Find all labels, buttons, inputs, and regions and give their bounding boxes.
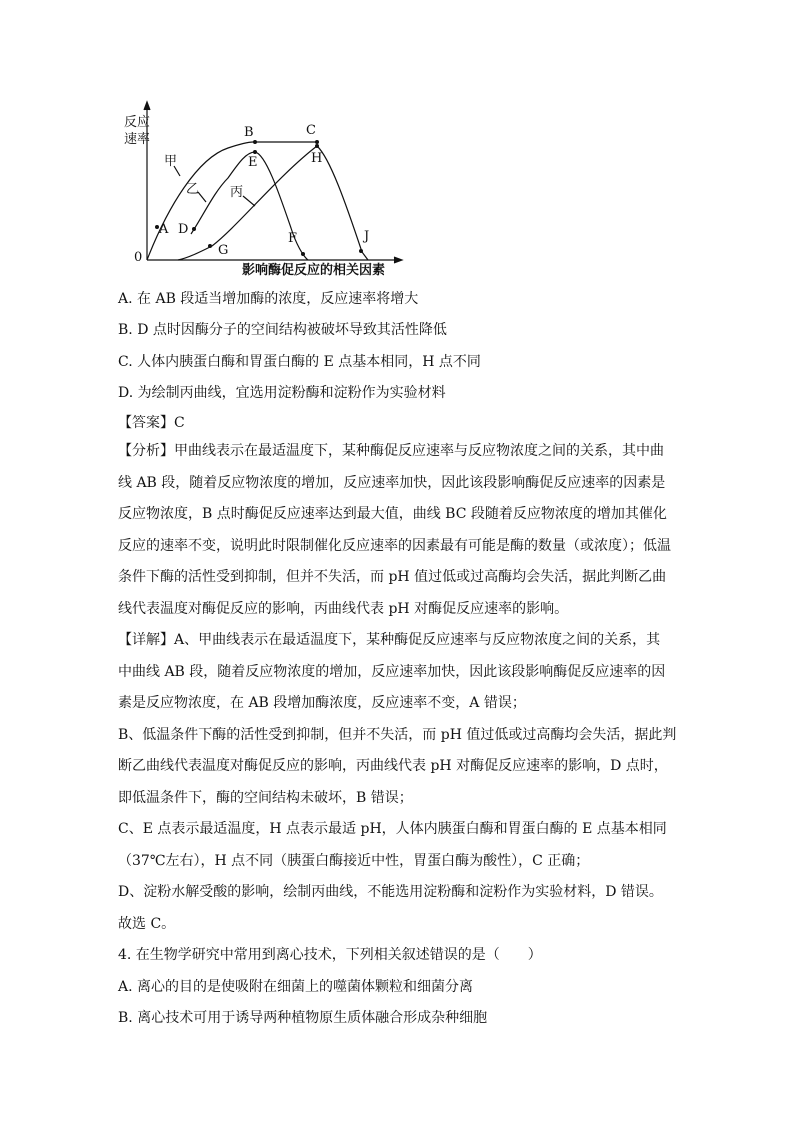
point-label-F: F: [288, 231, 298, 246]
point-label-H: H: [311, 151, 323, 166]
curve-label-jia: 甲: [164, 154, 178, 169]
y-axis-label-1: 反应: [124, 115, 151, 130]
detail-line: （37℃左右），H 点不同（胰蛋白酶接近中性，胃蛋白酶为酸性），C 正确；: [118, 852, 590, 869]
point-label-A: A: [159, 222, 169, 237]
option-c: C. 人体内胰蛋白酶和胃蛋白酶的 E 点基本相同，H 点不同: [118, 354, 481, 370]
label-leader-yi: [198, 192, 206, 202]
detail-section: [118, 625, 690, 940]
question-4-option-b: B. 离心技术可用于诱导两种植物原生质体融合形成杂种细胞: [118, 1010, 488, 1026]
point-D-dot: [192, 227, 196, 231]
y-axis-arrow: [144, 102, 150, 110]
curve-bing: [178, 146, 368, 260]
x-axis-label: 影响酶促反应的相关因素: [242, 263, 386, 278]
point-label-E: E: [248, 155, 258, 170]
point-G-dot: [208, 244, 212, 248]
point-H-dot: [315, 144, 319, 148]
curve-label-yi: 乙: [186, 182, 200, 197]
analysis-line: 线代表温度对酶促反应的影响，丙曲线代表 pH 对酶促反应速率的影响。: [118, 600, 569, 617]
detail-line: C、E 点表示最适温度，H 点表示最适 pH，人体内胰蛋白酶和胃蛋白酶的 E 点基本相同: [118, 821, 667, 837]
detail-line: 素是反应物浓度，在 AB 段增加酶浓度，反应速率不变，A 错误；: [118, 695, 526, 711]
label-leader-bing: [243, 196, 255, 206]
question-4-stem: 4. 在生物学研究中常用到离心技术，下列相关叙述错误的是（ ）: [118, 947, 542, 963]
analysis-line: 反应的速率不变，说明此时限制催化反应速率的因素最有可能是酶的数量（或浓度）；低温: [118, 537, 671, 554]
detail-line: 故选 C。: [118, 915, 176, 932]
detail-line: 即低温条件下，酶的空间结构未破坏，B 错误；: [118, 789, 413, 806]
x-axis-arrow: [394, 257, 402, 263]
analysis-line: 【分析】甲曲线表示在最适温度下，某种酶促反应速率与反应物浓度之间的关系，其中曲: [118, 443, 664, 459]
detail-line: 中曲线 AB 段，随着反应物浓度的增加，反应速率加快，因此该段影响酶促反应速率的因: [118, 663, 666, 680]
detail-line: 断乙曲线代表温度对酶促反应的影响，丙曲线代表 pH 对酶促反应速率的影响，D 点时，: [118, 758, 668, 774]
question-4-option-a: A. 离心的目的是使吸附在细菌上的噬菌体颗粒和细菌分离: [118, 978, 474, 995]
analysis-section: [118, 436, 690, 625]
detail-line: B、低温条件下酶的活性受到抑制，但并不失活，而 pH 值过低或过高酶均会失活，据此判: [118, 726, 677, 743]
analysis-line: 反应物浓度，B 点时酶促反应速率达到最大值，曲线 BC 段随着反应物浓度的增加其催化: [118, 506, 667, 522]
point-B-dot: [253, 140, 257, 144]
enzyme-rate-figure: [118, 96, 418, 282]
point-E-dot: [253, 150, 257, 154]
option-d: D. 为绘制丙曲线，宜选用淀粉酶和淀粉作为实验材料: [118, 385, 446, 401]
point-label-C: C: [306, 123, 316, 138]
point-label-G: G: [218, 243, 229, 258]
point-label-D: D: [178, 222, 189, 237]
y-axis-label-2: 速率: [124, 132, 151, 147]
detail-line: D、淀粉水解受酸的影响，绘制丙曲线，不能选用淀粉酶和淀粉作为实验材料，D 错误。: [118, 884, 663, 900]
option-a: A. 在 AB 段适当增加酶的浓度，反应速率将增大: [118, 291, 419, 307]
point-F-dot: [301, 252, 305, 256]
analysis-line: 条件下酶的活性受到抑制，但并不失活，而 pH 值过低或过高酶均会失活，据此判断乙曲: [118, 569, 667, 585]
question-4: [118, 940, 690, 1035]
point-label-B: B: [244, 125, 254, 140]
detail-line: 【详解】A、甲曲线表示在最适温度下，某种酶促反应速率与反应物浓度之间的关系，其: [118, 632, 661, 648]
origin-label: 0: [134, 250, 143, 265]
point-label-J: J: [364, 229, 370, 244]
curve-label-bing: 丙: [230, 185, 244, 200]
point-J-dot: [359, 249, 363, 253]
analysis-line: 线 AB 段，随着反应物浓度的增加，反应速率加快，因此该段影响酶促反应速率的因素是: [118, 474, 666, 491]
point-C-dot: [315, 140, 319, 144]
option-b: B. D 点时因酶分子的空间结构被破坏导致其活性降低: [118, 322, 447, 338]
answer: 【答案】C: [118, 415, 185, 431]
